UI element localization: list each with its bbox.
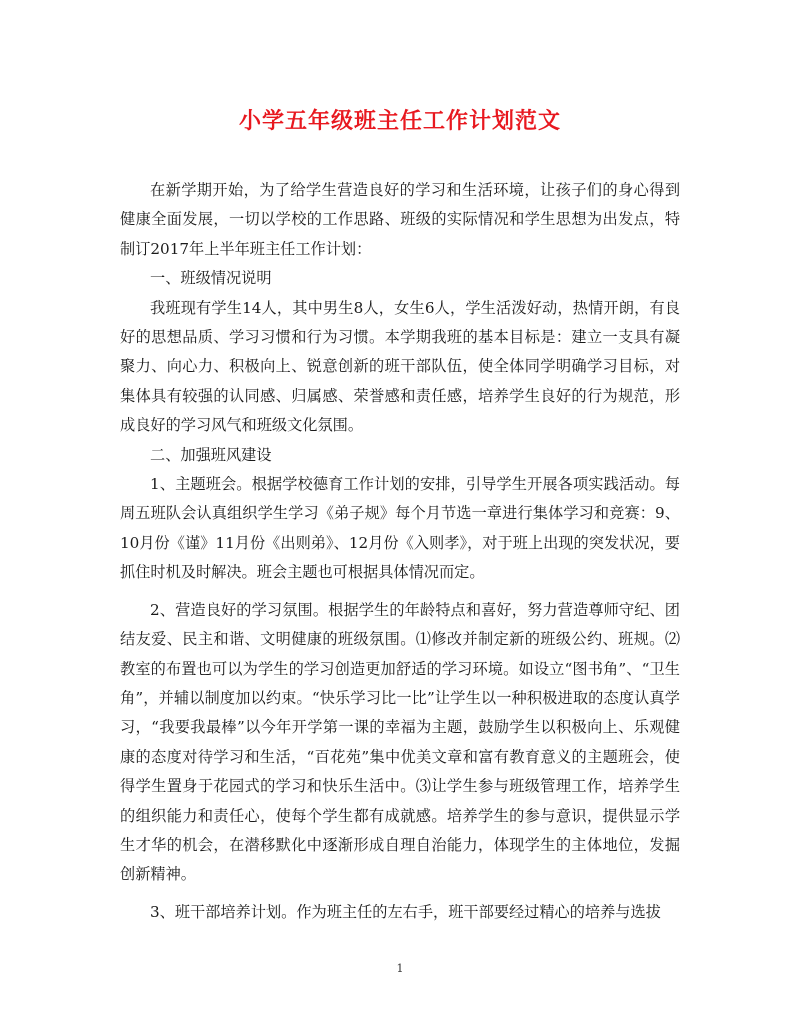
- heading-class-style: 二、加强班风建设: [150, 445, 272, 464]
- paragraph-intro: 在新学期开始，为了给学生营造良好的学习和生活环境，让孩子们的身心得到健康全面发展，一切以学校的工作思路、班级的实际情况和学生思想为出发点，特制订2017年上半年班主任工作计划：: [120, 181, 680, 258]
- paragraph-class-situation: 我班现有学生14人，其中男生8人，女生6人，学生活泼好动，热情开朗，有良好的思想品质、学习习惯和行为习惯。本学期我班的基本目标是：建立一支具有凝聚力、向心力、积极向上、锐意创新的班干部队伍，使全体同学明确学习目标，对集体具有较强的认同感、归属感、荣誉感和责任感，培养学生良好的行为规范，形成良好的学习风气和班级文化氛围。: [120, 298, 680, 435]
- document-body: [120, 176, 680, 927]
- document-title: 小学五年级班主任工作计划范文: [238, 109, 561, 134]
- page-number: 1: [396, 962, 404, 975]
- paragraph-cadre-training: 3、班干部培养计划。作为班主任的左右手，班干部要经过精心的培养与选拔: [150, 902, 661, 921]
- heading-class-situation: 一、班级情况说明: [150, 269, 272, 288]
- paragraph-theme-meeting: 1、主题班会。根据学校德育工作计划的安排，引导学生开展各项实践活动。每周五班队会认真组织学生学习《弟子规》每个月节选一章进行集体学习和竞赛：9、10月份《谨》11月份《出则弟》、12月份《入则孝》，对于班上出现的突发状况，要抓住时机及时解决。班会主题也可根据具体情况而定。: [120, 475, 680, 582]
- paragraph-learning-atmosphere: 2、营造良好的学习氛围。根据学生的年龄特点和喜好，努力营造尊师守纪、团结友爱、民主和谐、文明健康的班级氛围。⑴修改并制定新的班级公约、班规。⑵教室的布置也可以为学生的学习创造更加舒适的学习环境。如设立“图书角”、“卫生角”，并辅以制度加以约束。“快乐学习比一比”让学生以一种积极进取的态度认真学习，“我要我最棒”以今年开学第一课的幸福为主题，鼓励学生以积极向上、乐观健康的态度对待学习和生活，“百花苑”集中优美文章和富有教育意义的主题班会，使得学生置身于花园式的学习和快乐生活中。⑶让学生参与班级管理工作，培养学生的组织能力和责任心，使每个学生都有成就感。培养学生的参与意识，提供显示学生才华的机会，在潜移默化中逐渐形成自理自治能力，体现学生的主体地位，发掘创新精神。: [120, 600, 680, 884]
